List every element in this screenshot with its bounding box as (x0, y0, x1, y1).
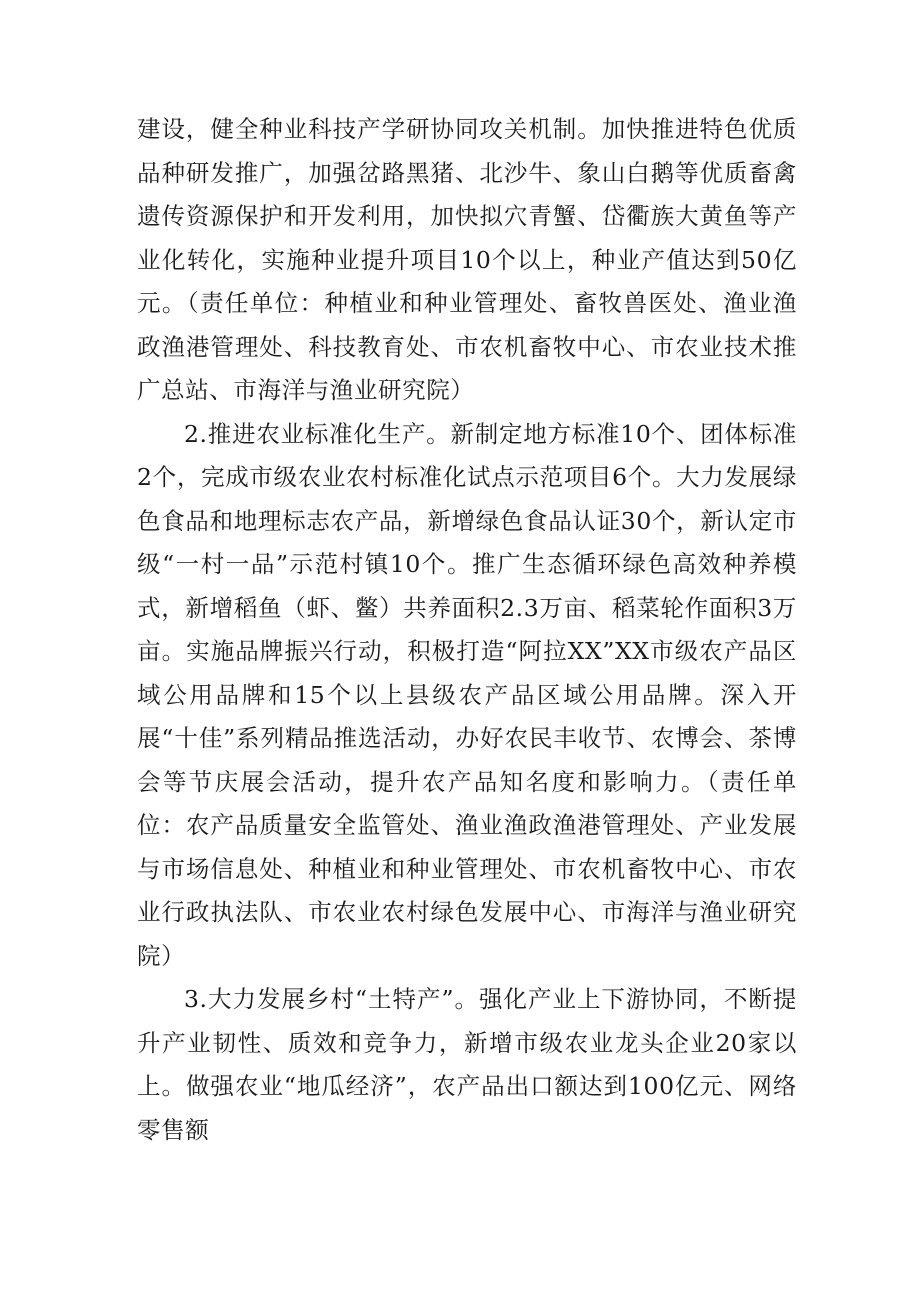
paragraph-seed-industry-continued: 建设，健全种业科技产学研协同攻关机制。加快推进特色优质品种研发推广，加强岔路黑猪、北沙牛、象山白鹅等优质畜禽遗传资源保护和开发利用，加快拟穴青蟹、岱衢族大黄鱼等产业化转化，实施种业提升项目10个以上，种业产值达到50亿元。（责任单位：种植业和种业管理处、畜牧兽医处、渔业渔政渔港管理处、科技教育处、市农机畜牧中心、市农业技术推广总站、市海洋与渔业研究院） (137, 115, 797, 404)
document-body (137, 108, 797, 1152)
paragraph-local-specialties: 3.大力发展乡村“土特产”。强化产业上下游协同，不断提升产业韧性、质效和竞争力，新增市级农业龙头企业20家以上。做强农业“地瓜经济”，农产品出口额达到100亿元、网络零售额 (137, 985, 797, 1144)
paragraph-agricultural-standardization: 2.推进农业标准化生产。新制定地方标准10个、团体标准2个，完成市级农业农村标准化试点示范项目6个。大力发展绿色食品和地理标志农产品，新增绿色食品认证30个，新认定市级“一村一品”示范村镇10个。推广生态循环绿色高效种养模式，新增稻鱼（虾、鳖）共养面积2.3万亩、稻菜轮作面积3万亩。实施品牌振兴行动，积极打造“阿拉XX”XX市级农产品区域公用品牌和15个以上县级农产品区域公用品牌。深入开展“十佳”系列精品推选活动，办好农民丰收节、农博会、茶博会等节庆展会活动，提升农产品知名度和影响力。（责任单位：农产品质量安全监管处、渔业渔政渔港管理处、产业发展与市场信息处、种植业和种业管理处、市农机畜牧中心、市农业行政执法队、市农业农村绿色发展中心、市海洋与渔业研究院） (137, 419, 797, 970)
